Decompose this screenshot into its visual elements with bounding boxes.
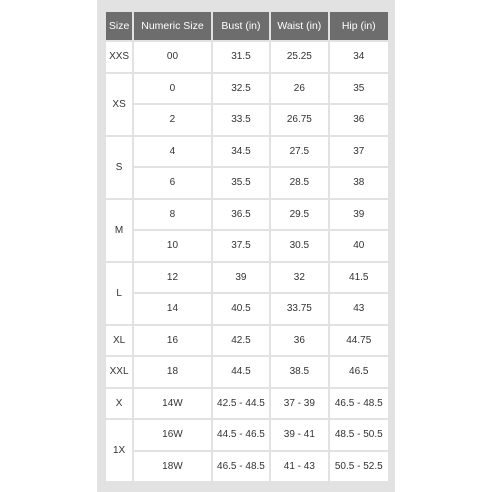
table-row bbox=[106, 263, 388, 293]
bust-cell: 33.5 bbox=[213, 105, 269, 135]
table-row bbox=[106, 420, 388, 450]
numeric-cell: 2 bbox=[134, 105, 211, 135]
size-chart-table bbox=[104, 10, 390, 483]
numeric-cell: 14W bbox=[134, 389, 211, 419]
waist-cell: 37 - 39 bbox=[271, 389, 327, 419]
waist-cell: 41 - 43 bbox=[271, 452, 327, 482]
header-hip: Hip (in) bbox=[330, 12, 388, 40]
numeric-cell: 4 bbox=[134, 137, 211, 167]
hip-cell: 39 bbox=[330, 200, 388, 230]
hip-cell: 44.75 bbox=[330, 326, 388, 356]
hip-cell: 34 bbox=[330, 42, 388, 72]
bust-cell: 42.5 bbox=[213, 326, 269, 356]
table-row bbox=[106, 231, 388, 261]
table-row bbox=[106, 326, 388, 356]
size-cell: XXL bbox=[106, 357, 132, 387]
waist-cell: 33.75 bbox=[271, 294, 327, 324]
numeric-cell: 00 bbox=[134, 42, 211, 72]
waist-cell: 27.5 bbox=[271, 137, 327, 167]
waist-cell: 30.5 bbox=[271, 231, 327, 261]
bust-cell: 35.5 bbox=[213, 168, 269, 198]
size-cell: XS bbox=[106, 74, 132, 135]
size-cell: X bbox=[106, 389, 132, 419]
numeric-cell: 12 bbox=[134, 263, 211, 293]
table-row bbox=[106, 105, 388, 135]
bust-cell: 31.5 bbox=[213, 42, 269, 72]
waist-cell: 38.5 bbox=[271, 357, 327, 387]
table-row bbox=[106, 137, 388, 167]
numeric-cell: 16W bbox=[134, 420, 211, 450]
hip-cell: 38 bbox=[330, 168, 388, 198]
size-cell: 1X bbox=[106, 420, 132, 481]
hip-cell: 46.5 bbox=[330, 357, 388, 387]
waist-cell: 25.25 bbox=[271, 42, 327, 72]
numeric-cell: 0 bbox=[134, 74, 211, 104]
header-numeric-size: Numeric Size bbox=[134, 12, 211, 40]
hip-cell: 50.5 - 52.5 bbox=[330, 452, 388, 482]
hip-cell: 36 bbox=[330, 105, 388, 135]
waist-cell: 29.5 bbox=[271, 200, 327, 230]
header-size: Size bbox=[106, 12, 132, 40]
numeric-cell: 18 bbox=[134, 357, 211, 387]
table-row bbox=[106, 200, 388, 230]
table-row bbox=[106, 389, 388, 419]
hip-cell: 46.5 - 48.5 bbox=[330, 389, 388, 419]
waist-cell: 32 bbox=[271, 263, 327, 293]
waist-cell: 28.5 bbox=[271, 168, 327, 198]
bust-cell: 42.5 - 44.5 bbox=[213, 389, 269, 419]
bust-cell: 32.5 bbox=[213, 74, 269, 104]
numeric-cell: 8 bbox=[134, 200, 211, 230]
table-row bbox=[106, 74, 388, 104]
size-cell: L bbox=[106, 263, 132, 324]
numeric-cell: 14 bbox=[134, 294, 211, 324]
hip-cell: 48.5 - 50.5 bbox=[330, 420, 388, 450]
bust-cell: 40.5 bbox=[213, 294, 269, 324]
bust-cell: 34.5 bbox=[213, 137, 269, 167]
table-row bbox=[106, 357, 388, 387]
bust-cell: 44.5 - 46.5 bbox=[213, 420, 269, 450]
waist-cell: 26.75 bbox=[271, 105, 327, 135]
table-row bbox=[106, 42, 388, 72]
numeric-cell: 10 bbox=[134, 231, 211, 261]
hip-cell: 43 bbox=[330, 294, 388, 324]
bust-cell: 44.5 bbox=[213, 357, 269, 387]
bust-cell: 36.5 bbox=[213, 200, 269, 230]
size-cell: M bbox=[106, 200, 132, 261]
table-row bbox=[106, 168, 388, 198]
size-cell: S bbox=[106, 137, 132, 198]
header-row bbox=[106, 12, 388, 40]
table-row bbox=[106, 452, 388, 482]
waist-cell: 39 - 41 bbox=[271, 420, 327, 450]
size-cell: XL bbox=[106, 326, 132, 356]
numeric-cell: 16 bbox=[134, 326, 211, 356]
waist-cell: 36 bbox=[271, 326, 327, 356]
hip-cell: 35 bbox=[330, 74, 388, 104]
header-waist: Waist (in) bbox=[271, 12, 327, 40]
numeric-cell: 6 bbox=[134, 168, 211, 198]
waist-cell: 26 bbox=[271, 74, 327, 104]
hip-cell: 41.5 bbox=[330, 263, 388, 293]
bust-cell: 37.5 bbox=[213, 231, 269, 261]
numeric-cell: 18W bbox=[134, 452, 211, 482]
header-bust: Bust (in) bbox=[213, 12, 269, 40]
bust-cell: 46.5 - 48.5 bbox=[213, 452, 269, 482]
bust-cell: 39 bbox=[213, 263, 269, 293]
size-cell: XXS bbox=[106, 42, 132, 72]
hip-cell: 37 bbox=[330, 137, 388, 167]
table-row bbox=[106, 294, 388, 324]
hip-cell: 40 bbox=[330, 231, 388, 261]
